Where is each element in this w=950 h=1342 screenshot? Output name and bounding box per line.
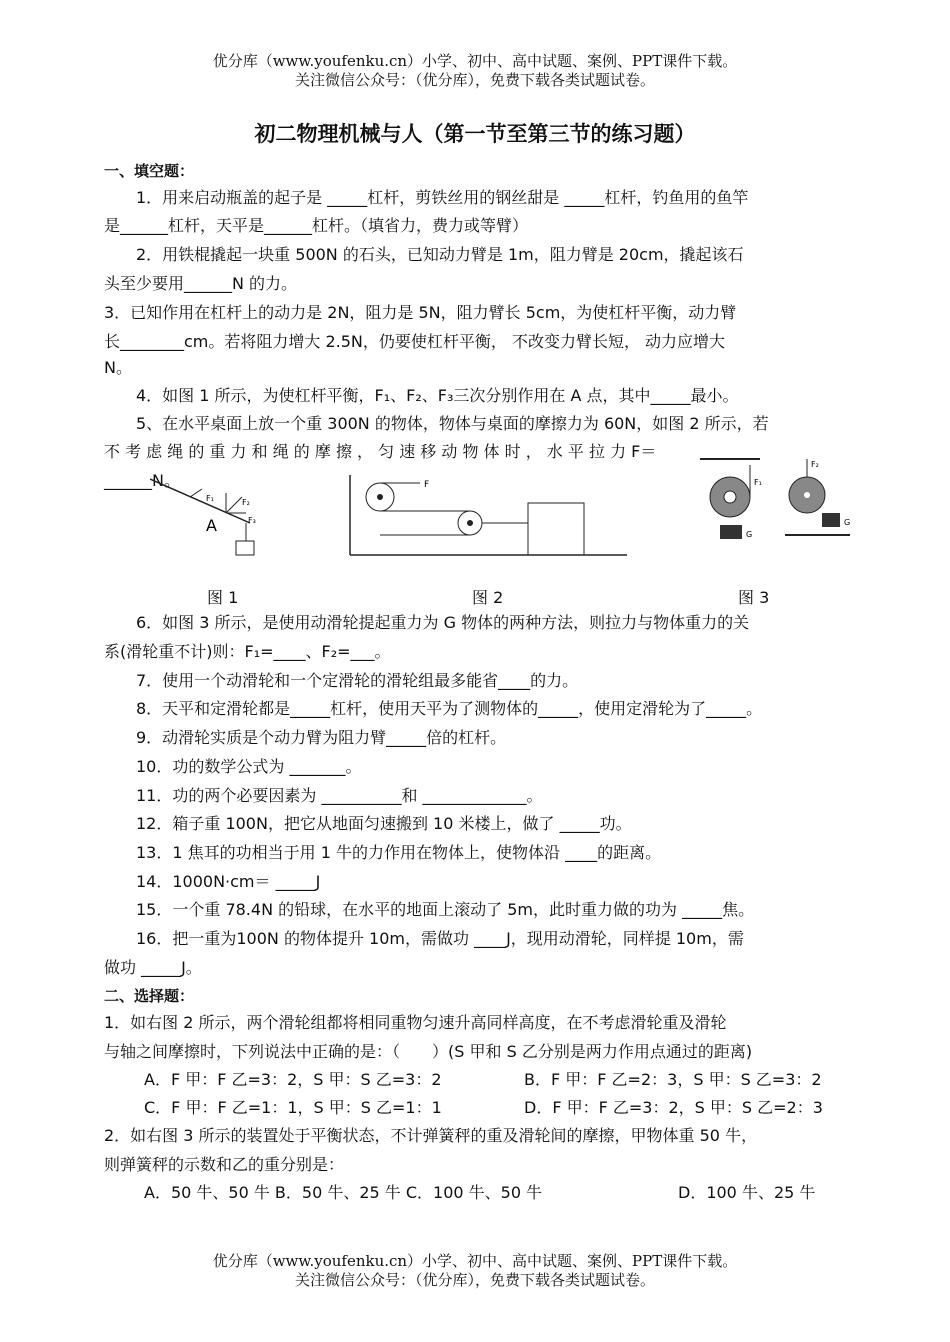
fixed-pulley-axle <box>377 494 383 500</box>
fill-q5-line1: 5、在水平桌面上放一个重 300N 的物体，物体与桌面的摩擦力为 60N，如图 2 所示，若 <box>136 414 769 433</box>
figure-3-pulleys <box>690 455 860 547</box>
label-f2-fig3: F₂ <box>811 460 819 469</box>
header-line-1: 优分库（www.youfenku.cn）小学、初中、高中试题、案例、PPT课件下载。 <box>212 52 738 70</box>
fill-q1-line1: 1．用来启动瓶盖的起子是 _____杠杆，剪铁丝用的钢丝甜是 _____杠杆，钓鱼用的鱼竿 <box>136 188 749 207</box>
fill-q8: 8．天平和定滑轮都是_____杠杆，使用天平为了测物体的_____，使用定滑轮为了_____。 <box>136 699 763 718</box>
label-f1-fig3: F₁ <box>754 478 762 487</box>
choice-q1-line1: 1．如右图 2 所示，两个滑轮组都将相同重物匀速升高同样高度，在不考虑滑轮重及滑轮 <box>104 1013 727 1032</box>
pulley-left-hub <box>724 491 736 503</box>
fill-q5-line3: ______N。 <box>104 471 180 490</box>
fill-q5-line2: 不 考 虑 绳 的 重 力 和 绳 的 摩 擦 ， 匀 速 移 动 物 体 时 ， 水 平 拉 力 F＝ <box>104 442 657 461</box>
footer-line-1: 优分库（www.youfenku.cn）小学、初中、高中试题、案例、PPT课件下载。 <box>212 1252 738 1270</box>
weight-left <box>720 525 742 539</box>
label-f3: F₃ <box>248 516 256 525</box>
figure-1-caption: 图 1 <box>207 588 239 607</box>
fill-q3-line3: N。 <box>104 358 132 377</box>
page-title: 初二物理机械与人（第一节至第三节的练习题） <box>254 121 696 146</box>
choice-q2-options-abc: A．50 牛、50 牛 B．50 牛、25 牛 C．100 牛、50 牛 <box>144 1183 543 1202</box>
choice-q1-line2: 与轴之间摩擦时，下列说法中正确的是：（ ）(S 甲和 S 乙分别是两力作用点通过的距离) <box>104 1042 753 1061</box>
block <box>528 503 584 555</box>
header-line-2: 关注微信公众号：（优分库），免费下载各类试题试卷。 <box>294 71 655 89</box>
lever-bar <box>150 479 250 523</box>
fill-q13: 13．1 焦耳的功相当于用 1 牛的力作用在物体上，使物体沿 ____的距离。 <box>136 843 662 862</box>
fill-q14: 14．1000N·cm＝ _____J <box>136 872 321 891</box>
fill-q12: 12．箱子重 100N，把它从地面匀速搬到 10 米楼上，做了 _____功。 <box>136 814 632 833</box>
figure-1-lever <box>150 475 270 560</box>
pulley-right-hub <box>804 492 810 498</box>
choice-q2-line1: 2．如右图 3 所示的装置处于平衡状态，不计弹簧秤的重及滑轮间的摩擦，甲物体重 50 牛， <box>104 1126 758 1145</box>
force-f2-arrow <box>226 497 242 513</box>
figure-2-caption: 图 2 <box>472 588 504 607</box>
label-a: A <box>206 516 217 535</box>
choice-q1-option-d: D．F 甲：F 乙=3：2，S 甲：S 乙=2：3 <box>524 1098 823 1117</box>
choice-q1-option-c: C．F 甲：F 乙=1：1，S 甲：S 乙=1：1 <box>144 1098 442 1117</box>
fill-q16-line1: 16．把一重为100N 的物体提升 10m，需做功 ____J，现用动滑轮，同样提 10m，需 <box>136 929 744 948</box>
fill-q1-line2: 是______杠杆，天平是______杠杆。（填省力，费力或等臂） <box>104 216 529 235</box>
label-f1: F₁ <box>206 494 214 503</box>
choice-q1-option-b: B．F 甲：F 乙=2：3，S 甲：S 乙=3：2 <box>524 1070 822 1089</box>
fill-q6-line1: 6．如图 3 所示，是使用动滑轮提起重力为 G 物体的两种方法，则拉力与物体重力的关 <box>136 613 750 632</box>
fill-q10: 10．功的数学公式为 _______。 <box>136 757 362 776</box>
moving-pulley-axle <box>467 520 473 526</box>
hanging-weight <box>236 541 254 555</box>
section-fill-in-heading: 一、填空题： <box>104 162 195 180</box>
figure-2-pulley-table <box>342 473 632 563</box>
fill-q7: 7．使用一个动滑轮和一个定滑轮的滑轮组最多能省____的力。 <box>136 671 579 690</box>
fill-q2-line2: 头至少要用______N 的力。 <box>104 274 298 293</box>
fill-q16-line2: 做功 _____J。 <box>104 958 202 977</box>
label-f: F <box>424 480 430 490</box>
label-f2: F₂ <box>242 498 250 507</box>
figure-3-caption: 图 3 <box>738 588 770 607</box>
fill-q2-line1: 2．用铁棍撬起一块重 500N 的石头，已知动力臂是 1m，阻力臂是 20cm，撬起该石 <box>136 245 744 264</box>
fill-q15: 15．一个重 78.4N 的铅球，在水平的地面上滚动了 5m，此时重力做的功为 _____焦。 <box>136 900 755 919</box>
label-g-left: G <box>746 530 753 539</box>
choice-q2-option-d: D．100 牛、25 牛 <box>678 1183 816 1202</box>
choice-q1-option-a: A．F 甲：F 乙=3：2，S 甲：S 乙=3：2 <box>144 1070 442 1089</box>
wall-hatch <box>190 489 202 497</box>
label-g-right: G <box>844 518 851 527</box>
weight-right <box>822 513 840 527</box>
section-choice-heading: 二、选择题： <box>104 987 195 1005</box>
fill-q9: 9．动滑轮实质是个动力臂为阻力臂_____倍的杠杆。 <box>136 728 507 747</box>
fill-q3-line1: 3．已知作用在杠杆上的动力是 2N，阻力是 5N，阻力臂长 5cm，为使杠杆平衡，动力臂 <box>104 303 737 322</box>
footer-line-2: 关注微信公众号：（优分库），免费下载各类试题试卷。 <box>294 1271 655 1289</box>
fill-q4: 4．如图 1 所示，为使杠杆平衡，F₁、F₂、F₃三次分别作用在 A 点，其中_____最小。 <box>136 386 739 405</box>
choice-q2-line2: 则弹簧秤的示数和乙的重分别是： <box>104 1155 345 1174</box>
fill-q11: 11．功的两个必要因素为 __________和 _____________。 <box>136 786 543 805</box>
fill-q3-line2: 长________cm。若将阻力增大 2.5N，仍要使杠杆平衡， 不改变力臂长短， 动力应增大 <box>104 332 726 351</box>
fill-q6-line2: 系(滑轮重不计)则：F₁=____、F₂=___。 <box>104 642 391 661</box>
